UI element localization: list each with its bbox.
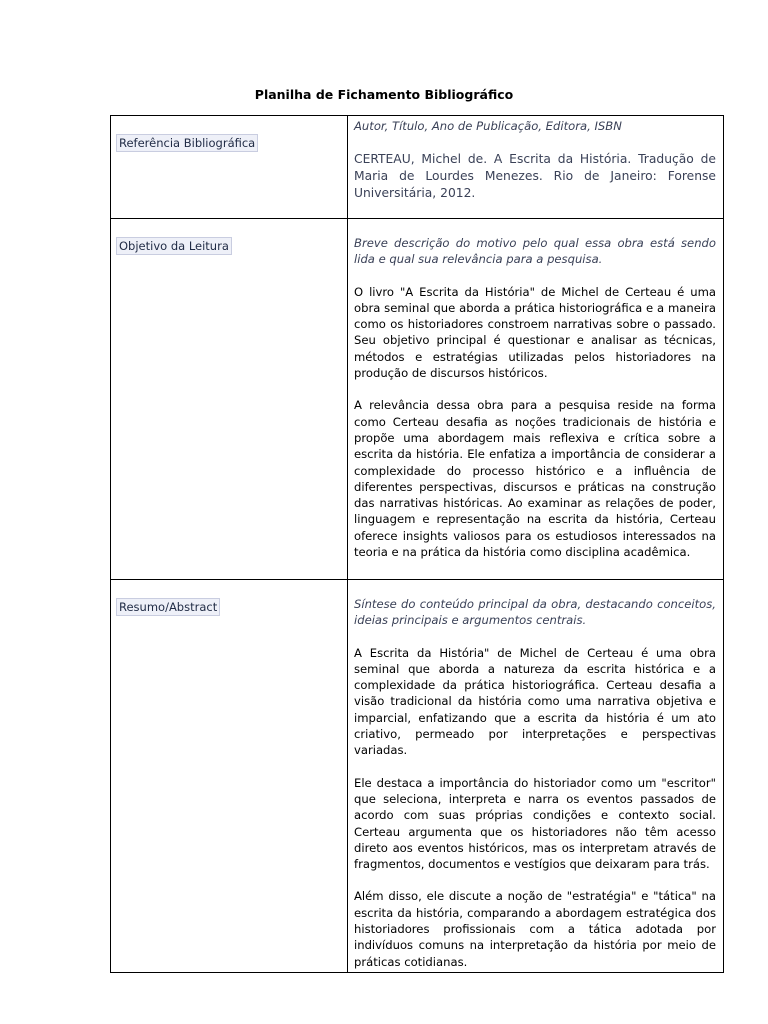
reference-label-cell xyxy=(111,116,348,219)
reference-content-cell[interactable] xyxy=(348,116,724,219)
abstract-paragraph-3: Além disso, ele discute a noção de "estratégia" e "tática" na escrita da história, comparando a abordagem estratégica dos historiadores profissionais com a tática adotada por indivíduos comuns na interpretação da história por meio de práticas cotidianas. xyxy=(354,889,716,969)
abstract-label-cell xyxy=(111,580,348,973)
table-row-reference xyxy=(111,116,724,219)
abstract-hint: Síntese do conteúdo principal da obra, destacando conceitos, ideias principais e argumentos centrais. xyxy=(354,597,716,628)
table-row-abstract xyxy=(111,580,724,973)
objective-label-cell xyxy=(111,219,348,580)
objective-hint: Breve descrição do motivo pelo qual essa obra está sendo lida e qual sua relevância para a pesquisa. xyxy=(354,236,716,267)
objective-paragraph-1: O livro "A Escrita da História" de Michel de Certeau é uma obra seminal que aborda a prática historiográfica e a maneira como os historiadores constroem narrativas sobre o passado. Seu objetivo principal é questionar e analisar as técnicas, métodos e estratégias utilizadas pelos historiadores na produção de discursos históricos. xyxy=(354,284,716,381)
abstract-content-cell[interactable] xyxy=(348,580,724,973)
page-title: Planilha de Fichamento Bibliográfico xyxy=(254,87,514,102)
bibliographic-sheet-table xyxy=(110,115,724,973)
objective-content-cell[interactable] xyxy=(348,219,724,580)
reference-citation: CERTEAU, Michel de. A Escrita da História. Tradução de Maria de Lourdes Menezes. Rio de Janeiro: Forense Universitária, 2012. xyxy=(354,152,716,201)
table-row-reading-objective xyxy=(111,219,724,580)
abstract-paragraph-1: A Escrita da História" de Michel de Certeau é uma obra seminal que aborda a natureza da escrita histórica e a complexidade da prática historiográfica. Certeau desafia a visão tradicional da história como uma narrativa objetiva e imparcial, enfatizando que a escrita da história é um ato criativo, permeado por interpretações e perspectivas variadas. xyxy=(354,645,716,758)
objective-paragraph-2: A relevância dessa obra para a pesquisa reside na forma como Certeau desafia as noções tradicionais de história e propõe uma abordagem mais reflexiva e crítica sobre a escrita da história. Ele enfatiza a importância de considerar a complexidade do processo histórico e a influência de diferentes perspectivas, discursos e práticas na construção das narrativas históricas. Ao examinar as relações de poder, linguagem e representação na escrita da história, Certeau oferece insights valiosos para os estudiosos interessados na teoria e na prática da história como disciplina acadêmica. xyxy=(354,398,716,560)
reference-hint: Autor, Título, Ano de Publicação, Editora, ISBN xyxy=(354,119,622,133)
abstract-paragraph-2: Ele destaca a importância do historiador como um "escritor" que seleciona, interpreta e narra os eventos passados de acordo com suas próprias condições e contexto social. Certeau argumenta que os historiadores não têm acesso direto aos eventos históricos, mas os interpretam através de fragmentos, documentos e vestígios que deixaram para trás. xyxy=(354,775,716,872)
objective-label[interactable]: Objetivo da Leitura xyxy=(116,237,232,255)
abstract-label[interactable]: Resumo/Abstract xyxy=(116,598,220,616)
reference-label[interactable]: Referência Bibliográfica xyxy=(116,134,258,152)
